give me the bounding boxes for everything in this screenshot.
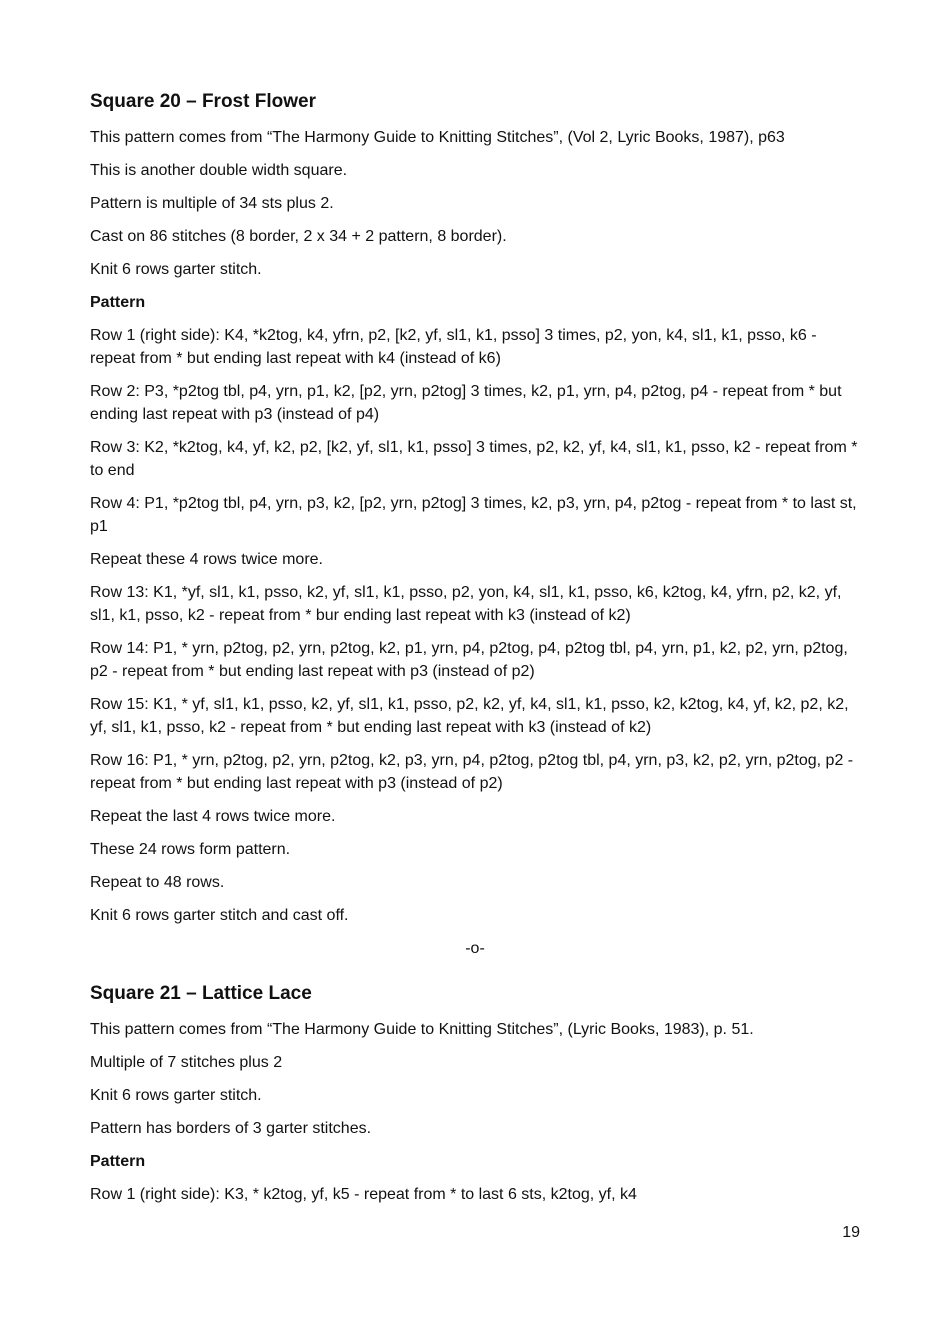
section-20-row: Row 15: K1, * yf, sl1, k1, psso, k2, yf, sl1, k1, psso, p2, k2, yf, k4, sl1, k1, psso, k2, k2tog, k4, yf, k2, p2, k2, yf, sl1, k1, psso, k2 - repeat from * but ending last repeat with k3 (instead of k2) bbox=[90, 696, 849, 736]
section-20-row: These 24 rows form pattern. bbox=[90, 841, 291, 858]
section-separator: -o- bbox=[465, 940, 485, 957]
section-21-source: This pattern comes from “The Harmony Guide to Knitting Stitches”, (Lyric Books, 1983), p. 51. bbox=[90, 1021, 754, 1038]
section-20-row: Repeat the last 4 rows twice more. bbox=[90, 808, 336, 825]
section-20-pattern-label: Pattern bbox=[90, 294, 146, 311]
section-20-row: Row 1 (right side): K4, *k2tog, k4, yfrn, p2, [k2, yf, sl1, k1, psso] 3 times, p2, yon, k4, sl1, k1, psso, k6 - repeat from * but ending last repeat with k4 (instead of k6) bbox=[90, 327, 817, 367]
section-21-row-1: Row 1 (right side): K3, * k2tog, yf, k5 - repeat from * to last 6 sts, k2tog, yf, k4 bbox=[90, 1186, 637, 1203]
section-21-pattern-label: Pattern bbox=[90, 1153, 146, 1170]
page-number: 19 bbox=[842, 1224, 860, 1241]
section-20-garter: Knit 6 rows garter stitch. bbox=[90, 261, 262, 278]
section-20-note: This is another double width square. bbox=[90, 162, 348, 179]
section-20-source: This pattern comes from “The Harmony Guide to Knitting Stitches”, (Vol 2, Lyric Books, 1987), p63 bbox=[90, 129, 785, 146]
section-20-row: Row 2: P3, *p2tog tbl, p4, yrn, p1, k2, [p2, yrn, p2tog] 3 times, k2, p1, yrn, p4, p2tog, p4 - repeat from * but ending last repeat with p3 (instead of p4) bbox=[90, 383, 842, 423]
section-20-row: Repeat to 48 rows. bbox=[90, 874, 225, 891]
section-20-row: Row 3: K2, *k2tog, k4, yf, k2, p2, [k2, yf, sl1, k1, psso] 3 times, p2, k2, yf, k4, sl1, k1, psso, k2 - repeat from * to end bbox=[90, 439, 858, 479]
section-20-row: Row 13: K1, *yf, sl1, k1, psso, k2, yf, sl1, k1, psso, p2, yon, k4, sl1, k1, psso, k6, k2tog, k4, yfrn, p2, k2, yf, sl1, k1, psso, k2 - repeat from * bur ending last repeat with k3 (instead of k2) bbox=[90, 584, 842, 624]
section-21-garter: Knit 6 rows garter stitch. bbox=[90, 1087, 262, 1104]
section-20-row: Repeat these 4 rows twice more. bbox=[90, 551, 323, 568]
section-20-row: Row 16: P1, * yrn, p2tog, p2, yrn, p2tog, k2, p3, yrn, p4, p2tog, p2tog tbl, p4, yrn, p3, k2, p2, yrn, p2tog, p2 - repeat from * but ending last repeat with p3 (instead of p2) bbox=[90, 752, 854, 792]
section-20-title: Square 20 – Frost Flower bbox=[90, 91, 316, 112]
section-20-row: Knit 6 rows garter stitch and cast off. bbox=[90, 907, 349, 924]
section-21-borders: Pattern has borders of 3 garter stitches. bbox=[90, 1120, 372, 1137]
section-20-multiple: Pattern is multiple of 34 sts plus 2. bbox=[90, 195, 334, 212]
section-21-title: Square 21 – Lattice Lace bbox=[90, 983, 312, 1004]
section-21-multiple: Multiple of 7 stitches plus 2 bbox=[90, 1054, 283, 1071]
section-20-row: Row 4: P1, *p2tog tbl, p4, yrn, p3, k2, [p2, yrn, p2tog] 3 times, k2, p3, yrn, p4, p2tog - repeat from * to last st, p1 bbox=[90, 495, 857, 535]
section-20-cast-on: Cast on 86 stitches (8 border, 2 x 34 + 2 pattern, 8 border). bbox=[90, 228, 507, 245]
document-page bbox=[90, 88, 860, 1216]
section-20-row: Row 14: P1, * yrn, p2tog, p2, yrn, p2tog, k2, p1, yrn, p4, p2tog, p4, p2tog tbl, p4, yrn, p1, k2, p2, yrn, p2tog, p2 - repeat from * but ending last repeat with p3 (instead of p2) bbox=[90, 640, 848, 680]
